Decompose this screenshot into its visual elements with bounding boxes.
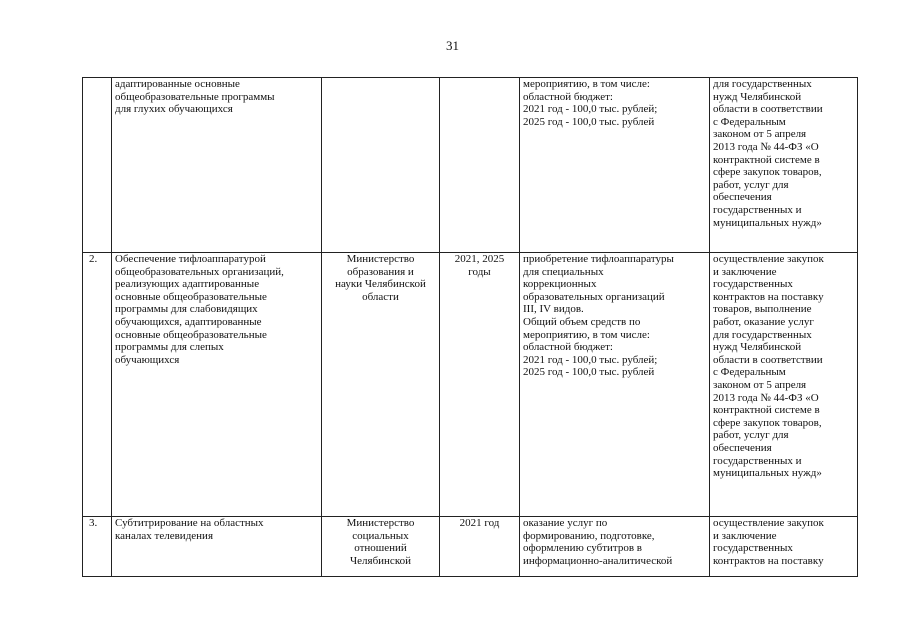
text-line: программы для слепых xyxy=(115,341,224,354)
text-line: адаптированные основные xyxy=(115,78,240,90)
text-line: отношений xyxy=(354,542,407,555)
text-line: Министерство xyxy=(346,517,415,529)
text-line: осуществление закупок xyxy=(713,517,824,529)
text-line: Субтитрирование на областных xyxy=(115,517,264,529)
text-line: оформлению субтитров в xyxy=(523,542,642,555)
text-line: мероприятию, в том числе: xyxy=(523,328,650,341)
text-line: областной бюджет: xyxy=(523,341,613,354)
text-line: программы для слабовидящих xyxy=(115,303,258,316)
mechanism-cell xyxy=(710,78,858,253)
text-line: работ, оказание услуг xyxy=(713,315,814,328)
text-line: общеобразовательных организаций, xyxy=(115,265,284,278)
text-line: 2021, 2025 xyxy=(454,253,505,265)
executor-cell xyxy=(322,517,440,577)
text-line: обеспечения xyxy=(713,441,772,454)
text-line: обеспечения xyxy=(713,191,772,204)
text-line: каналах телевидения xyxy=(115,529,214,542)
text-line: мероприятию, в том числе: xyxy=(523,78,650,90)
text-line: коррекционных xyxy=(523,278,597,291)
text-line: для специальных xyxy=(523,265,604,278)
page-number: 31 xyxy=(446,38,459,53)
text-line: Обеспечение тифлоаппаратурой xyxy=(115,253,266,265)
text-line: основные общеобразовательные xyxy=(115,328,267,341)
row-number-cell: 3. xyxy=(83,517,112,577)
executor-cell xyxy=(322,253,440,517)
text-line: приобретение тифлоаппаратуры xyxy=(523,253,674,265)
text-line: для государственных xyxy=(713,78,812,90)
text-line: Министерство xyxy=(346,253,415,265)
text-line: оказание услуг по xyxy=(523,517,608,529)
text-line: с Федеральным xyxy=(713,366,786,379)
text-line: обучающихся xyxy=(115,353,180,366)
row-number-cell: 2. xyxy=(83,253,112,517)
text-line: государственных xyxy=(713,278,793,291)
text-line: осуществление закупок xyxy=(713,253,824,265)
text-line: общеобразовательные программы xyxy=(115,90,275,103)
years-cell xyxy=(440,253,520,517)
financing-cell xyxy=(520,517,710,577)
text-line: законом от 5 апреля xyxy=(713,378,807,391)
years-cell xyxy=(440,78,520,253)
mechanism-cell xyxy=(710,253,858,517)
years-cell xyxy=(440,517,520,577)
text-line: товаров, выполнение xyxy=(713,303,812,316)
text-line: контрактов на поставку xyxy=(713,554,824,567)
text-line: с Федеральным xyxy=(713,115,786,128)
text-line: формированию, подготовке, xyxy=(523,529,655,542)
row-number-cell xyxy=(83,78,112,253)
table-row xyxy=(83,78,858,253)
text-line: 2025 год - 100,0 тыс. рублей xyxy=(523,115,655,128)
text-line: 2013 года № 44-ФЗ «О xyxy=(713,140,819,153)
text-line: для государственных xyxy=(713,328,812,341)
text-line: и заключение xyxy=(713,529,777,542)
measure-name-cell xyxy=(112,253,322,517)
text-line: 2021 год - 100,0 тыс. рублей; xyxy=(523,353,658,366)
text-line: законом от 5 апреля xyxy=(713,128,807,141)
text-line: областной бюджет: xyxy=(523,90,613,103)
text-line: контрактов на поставку xyxy=(713,290,824,303)
executor-cell xyxy=(322,78,440,253)
text-line: муниципальных нужд» xyxy=(713,216,822,229)
text-line: работ, услуг для xyxy=(713,429,789,442)
text-line: образовательных организаций xyxy=(523,290,665,303)
text-line: сфере закупок товаров, xyxy=(713,166,822,179)
text-line: социальных xyxy=(352,529,409,542)
measure-name-cell xyxy=(112,78,322,253)
text-line: обучающихся, адаптированные xyxy=(115,315,262,328)
table-row xyxy=(83,253,858,517)
text-line: науки Челябинской xyxy=(335,278,426,291)
text-line: контрактной системе в xyxy=(713,404,820,417)
text-line: области в соответствии xyxy=(713,353,823,366)
text-line: основные общеобразовательные xyxy=(115,290,267,303)
text-line: и заключение xyxy=(713,265,777,278)
text-line: Челябинской xyxy=(349,554,411,567)
text-line: 2013 года № 44-ФЗ «О xyxy=(713,391,819,404)
financing-cell xyxy=(520,78,710,253)
text-line: для глухих обучающихся xyxy=(115,103,233,116)
text-line: нужд Челябинской xyxy=(713,90,802,103)
financing-cell xyxy=(520,253,710,517)
text-line: III, IV видов. xyxy=(523,303,584,316)
text-line: муниципальных нужд» xyxy=(713,467,822,480)
text-line: области xyxy=(362,290,399,303)
text-line: 2021 год - 100,0 тыс. рублей; xyxy=(523,103,658,116)
text-line: работ, услуг для xyxy=(713,178,789,191)
text-line: информационно-аналитической xyxy=(523,554,673,567)
text-line: области в соответствии xyxy=(713,103,823,116)
text-line: Общий объем средств по xyxy=(523,315,641,328)
text-line: государственных xyxy=(713,542,793,555)
text-line: реализующих адаптированные xyxy=(115,278,260,291)
text-line: 2025 год - 100,0 тыс. рублей xyxy=(523,366,655,379)
text-line: 2021 год xyxy=(459,517,500,529)
text-line: годы xyxy=(468,265,491,278)
measures-table xyxy=(82,77,858,577)
measure-name-cell xyxy=(112,517,322,577)
text-line: контрактной системе в xyxy=(713,153,820,166)
text-line: государственных и xyxy=(713,203,802,216)
table-row xyxy=(83,517,858,577)
text-line: сфере закупок товаров, xyxy=(713,416,822,429)
mechanism-cell xyxy=(710,517,858,577)
text-line: государственных и xyxy=(713,454,802,467)
text-line: образования и xyxy=(347,265,414,278)
text-line: нужд Челябинской xyxy=(713,341,802,354)
